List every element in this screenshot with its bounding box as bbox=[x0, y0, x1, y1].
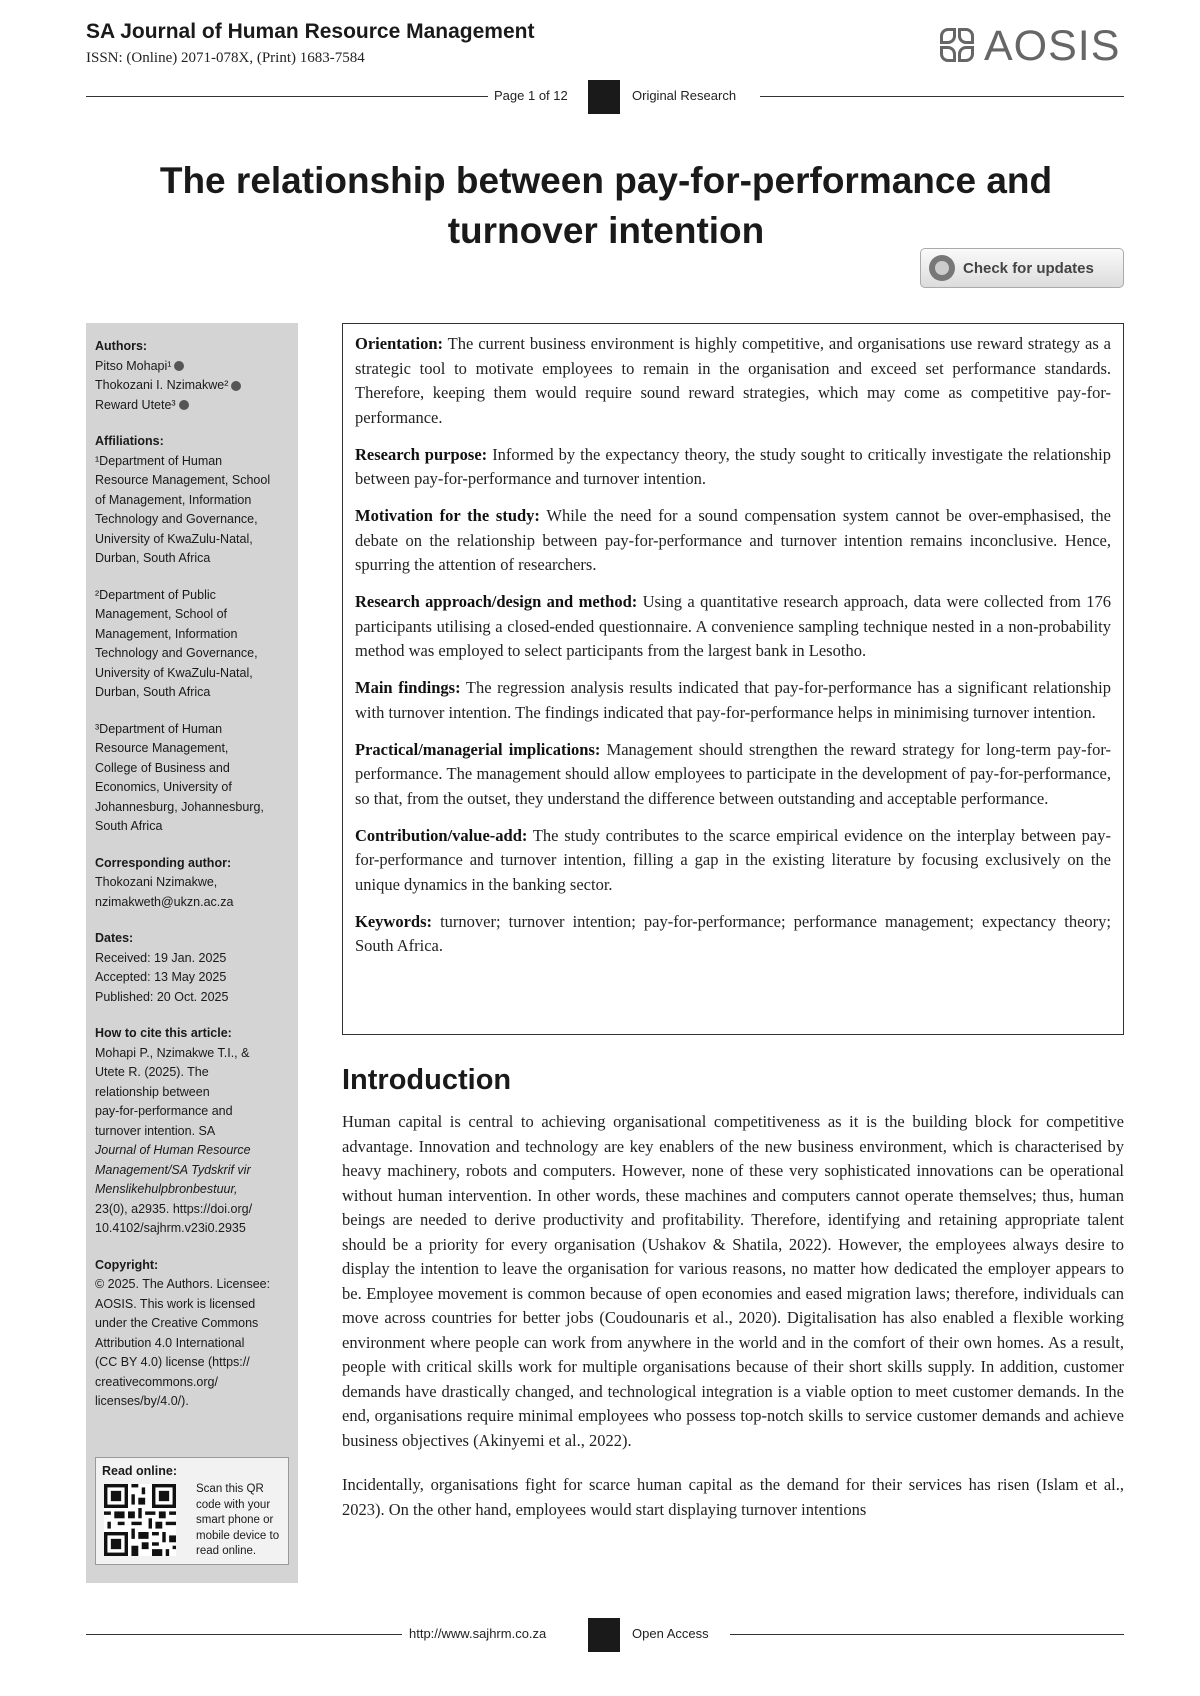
abstract-section: Practical/managerial implications: Management should strengthen the reward strategy for long-term pay-for-performance. The management should allow employees to participate in the development of pay-for-performance, so that, from the outset, they understand the difference between outstanding and acceptable performance. bbox=[355, 739, 1111, 808]
header-block bbox=[588, 80, 620, 114]
citation: Mohapi P., Nzimakwe T.I., & Utete R. (2025). The relationship between pay-for-performance and turnover intention. SA Journal of Human Resource Management/SA Tydskrif vir Menslikehulpbronbestuur, 23(0), a2935. https://doi.org/ 10.4102/sajhrm.v23i0.2935 bbox=[95, 1044, 289, 1239]
article-type: Original Research bbox=[632, 88, 737, 103]
introduction-body bbox=[342, 1110, 1124, 1522]
abstract-section: Research purpose: Informed by the expectancy theory, the study sought to critically investigate the relationship between pay-for-performance and turnover intention. bbox=[355, 444, 1111, 488]
keywords: Keywords: turnover; turnover intention; pay-for-performance; performance management; expectancy theory; South Africa. bbox=[355, 911, 1112, 955]
footer-block bbox=[588, 1618, 620, 1652]
orcid-icon[interactable] bbox=[179, 400, 189, 410]
date-accepted: Accepted: 13 May 2025 bbox=[95, 970, 227, 984]
logo-text: AOSIS bbox=[984, 21, 1121, 70]
read-online-heading: Read online: bbox=[102, 1464, 178, 1478]
affiliation: ²Department of Public Management, School of Management, Information Technology and Governance, University of KwaZulu-Natal, Durban, South Africa bbox=[95, 587, 258, 699]
orcid-icon[interactable] bbox=[174, 361, 184, 371]
page-number: Page 1 of 12 bbox=[494, 88, 568, 103]
header-rule-right bbox=[760, 96, 1124, 97]
corresponding-heading: Corresponding author: bbox=[95, 855, 232, 870]
aosis-logo-icon bbox=[938, 26, 978, 66]
qr-code-icon[interactable] bbox=[104, 1484, 176, 1556]
abstract-box bbox=[342, 323, 1124, 1035]
publisher-logo bbox=[938, 22, 1128, 70]
author[interactable]: Reward Utete³ bbox=[95, 396, 289, 416]
footer-rule-left bbox=[86, 1634, 402, 1635]
read-online-box bbox=[95, 1457, 289, 1565]
authors-heading: Authors: bbox=[95, 339, 148, 353]
header-rule-left bbox=[86, 96, 488, 97]
issn: ISSN: (Online) 2071-078X, (Print) 1683-7584 bbox=[86, 50, 365, 66]
check-updates-label: Check for updates bbox=[963, 259, 1094, 277]
abstract-section: Research approach/design and method: Using a quantitative research approach, data were collected from 176 participants utilising a closed-ended questionnaire. A convenience sampling technique nested in a non-probability method was employed to select participants from the largest bank in Lesotho. bbox=[355, 592, 1112, 660]
cite-heading: How to cite this article: bbox=[95, 1026, 232, 1040]
author[interactable]: Pitso Mohapi¹ bbox=[95, 357, 289, 377]
journal-name: SA Journal of Human Resource Management bbox=[86, 20, 535, 43]
abstract-section: Main findings: The regression analysis results indicated that pay-for-performance has a significant relationship with turnover intention. The findings indicated that pay-for-performance helps in minimising turnover intention. bbox=[355, 678, 1111, 722]
article-title: The relationship between pay-for-performance and turnover intention bbox=[159, 160, 1053, 251]
introduction-heading: Introduction bbox=[342, 1064, 512, 1096]
affiliation: ¹Department of Human Resource Management, School of Management, Information Technology and Governance, University of KwaZulu-Natal, Durban, South Africa bbox=[95, 453, 271, 565]
date-published: Published: 20 Oct. 2025 bbox=[95, 989, 229, 1004]
abstract-section: Motivation for the study: While the need for a sound compensation system cannot be over-emphasised, the debate on the relationship between pay-for-performance and turnover intention remains inconclusive. Hence, spurring the attention of researchers. bbox=[355, 506, 1112, 574]
journal-url-link[interactable]: http://www.sajhrm.co.za bbox=[409, 1626, 547, 1641]
copyright-text: © 2025. The Authors. Licensee: AOSIS. This work is licensed under the Creative Commons Attribution 4.0 International (CC BY 4.0) license (https:// creativecommons.org/ licenses/by/4.0/). bbox=[95, 1277, 271, 1408]
abstract-section: Contribution/value-add: The study contributes to the scarce empirical evidence on the interplay between pay-for-performance and turnover intention, filling a gap in the existing literature by focusing exclusively on the unique dynamics in the banking sector. bbox=[355, 825, 1111, 894]
footer-rule-right bbox=[730, 1634, 1124, 1635]
copyright-heading: Copyright: bbox=[95, 1257, 159, 1272]
affiliation: ³Department of Human Resource Management, College of Business and Economics, University of Johannesburg, Johannesburg, South Africa bbox=[95, 721, 264, 833]
paragraph: Human capital is central to achieving organisational competitiveness as it is the building block for competitive advantage. Innovation and technology are key enablers of the new business environment, which is characterised by heavy machinery, robots and computers. However, none of these very sophisticated innovations can be operational without human intervention. In other words, these machines and computers cannot operate themselves; thus, human beings are needed to derive productivity and profitability. Therefore, identifying and retaining appropriate talent should be a priority for every organisation (Ushakov & Shatila, 2022). However, the employees always desire to display the intention to leave the organisation for various reasons, no matter how dedicated the employer appears to be. Employee movement is common because of open economies and eased migration laws; therefore, individuals can move across countries for better jobs (Coudounaris et al., 2020). Digitalisation has also enabled a flexible working environment where people can work from anywhere in the world and in the comfort of their own homes. As a result, people with critical skills work for multiple organisations because of their short skills supply. In addition, customer demands have drastically changed, and technological integration is a viable option to meet customer demands. In the end, organisations require minimal employees who possess top-notch skills to service customer demands and achieve business objectives (Akinyemi et al., 2022). bbox=[342, 1112, 1124, 1450]
corresponding-email[interactable]: nzimakweth@ukzn.ac.za bbox=[95, 894, 234, 909]
abstract-section: Orientation: The current business environment is highly competitive, and organisations use reward strategy as a strategic tool to motivate employees to remain in the organisation and exceed set performance standards. Therefore, keeping them would require sound reward strategies, which may come as competitive pay-for-performance. bbox=[355, 334, 1111, 427]
check-for-updates-button[interactable] bbox=[920, 248, 1124, 288]
article-info-sidebar bbox=[86, 323, 298, 1583]
affiliations-heading: Affiliations: bbox=[95, 434, 164, 448]
corresponding-name: Thokozani Nzimakwe, bbox=[95, 875, 218, 889]
orcid-icon[interactable] bbox=[231, 381, 241, 391]
doi-link[interactable]: 10.4102/sajhrm.v23i0.2935 bbox=[95, 1221, 246, 1235]
dates-heading: Dates: bbox=[95, 931, 134, 945]
read-online-text: Scan this QR code with your smart phone or mobile device to read online. bbox=[196, 1483, 280, 1557]
date-received: Received: 19 Jan. 2025 bbox=[95, 950, 227, 965]
paragraph: Incidentally, organisations fight for scarce human capital as the demand for their services has risen (Islam et al., 2023). On the other hand, employees would start displaying turnover intentions bbox=[342, 1475, 1124, 1519]
author[interactable]: Thokozani I. Nzimakwe² bbox=[95, 376, 289, 396]
open-access-label: Open Access bbox=[632, 1626, 709, 1641]
update-icon bbox=[929, 255, 955, 281]
